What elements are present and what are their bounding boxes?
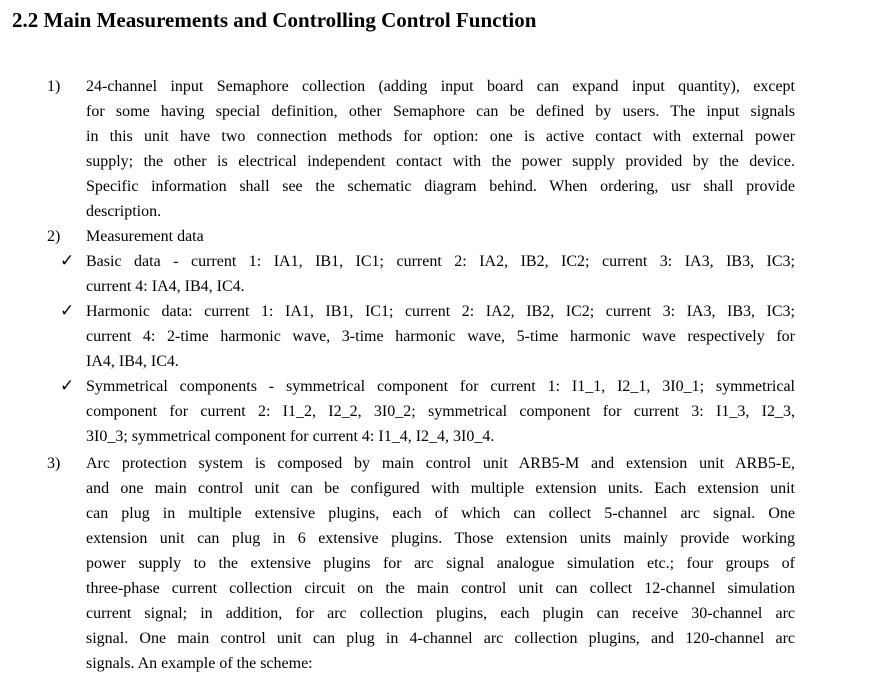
item-2-number: 2) (47, 228, 61, 245)
item-1-line-4: supply; the other is electrical independent contact with the power supply provided by the device. (86, 153, 795, 170)
harmonic-data-line-3: IA4, IB4, IC4. (86, 353, 179, 370)
item-3-number: 3) (47, 455, 61, 472)
item-3-line-1: Arc protection system is composed by main control unit ARB5-M and extension unit ARB5-E, (86, 455, 795, 472)
symmetrical-components-line-3: 3I0_3; symmetrical component for current 4: I1_4, I2_4, 3I0_4. (86, 428, 495, 445)
item-3-line-4: extension unit can plug in 6 extensive plugins. Those extension units mainly provide working (86, 530, 795, 547)
harmonic-data-line-2: current 4: 2-time harmonic wave, 3-time harmonic wave, 5-time harmonic wave respectively for (86, 328, 795, 345)
item-1-line-6: description. (86, 203, 162, 220)
basic-data-line-2: current 4: IA4, IB4, IC4. (86, 278, 245, 295)
item-3-line-8: signal. One main control unit can plug in 4-channel arc collection plugins, and 120-channel arc (86, 630, 795, 647)
item-1-number: 1) (47, 78, 61, 95)
symmetrical-components-line-1: Symmetrical components - symmetrical component for current 1: I1_1, I2_1, 3I0_1; symmetrical (86, 378, 795, 395)
item-3-line-7: current signal; in addition, for arc collection plugins, each plugin can receive 30-channel arc (86, 605, 795, 622)
symmetrical-components-line-2: component for current 2: I1_2, I2_2, 3I0_2; symmetrical component for current 3: I1_3, I2_3, (86, 403, 795, 420)
basic-data-check-icon: ✓ (60, 251, 75, 271)
item-1-line-2: for some having special definition, other Semaphore can be defined by users. The input signals (86, 103, 795, 120)
harmonic-data-check-icon: ✓ (60, 301, 75, 321)
section-heading: 2.2 Main Measurements and Controlling Control Function (12, 8, 537, 32)
item-1-line-5: Specific information shall see the schematic diagram behind. When ordering, usr shall provide (86, 178, 795, 195)
item-1-line-1: 24-channel input Semaphore collection (adding input board can expand input quantity), except (86, 78, 795, 95)
item-1-line-3: in this unit have two connection methods for option: one is active contact with external power (86, 128, 795, 145)
basic-data-line-1: Basic data - current 1: IA1, IB1, IC1; current 2: IA2, IB2, IC2; current 3: IA3, IB3, IC3; (86, 253, 795, 270)
item-3-line-9: signals. An example of the scheme: (86, 655, 313, 672)
item-3-line-3: can plug in multiple extensive plugins, each of which can collect 5-channel arc signal. One (86, 505, 795, 522)
item-3-line-6: three-phase current collection circuit on the main control unit can collect 12-channel simulation (86, 580, 795, 597)
harmonic-data-line-1: Harmonic data: current 1: IA1, IB1, IC1; current 2: IA2, IB2, IC2; current 3: IA3, IB3, IC3; (86, 303, 795, 320)
item-3-line-2: and one main control unit can be configured with multiple extension units. Each extension unit (86, 480, 795, 497)
item-3-line-5: power supply to the extensive plugins for arc signal analogue simulation etc.; four groups of (86, 555, 795, 572)
symmetrical-components-check-icon: ✓ (60, 376, 75, 396)
item-2-line-1: Measurement data (86, 228, 204, 245)
